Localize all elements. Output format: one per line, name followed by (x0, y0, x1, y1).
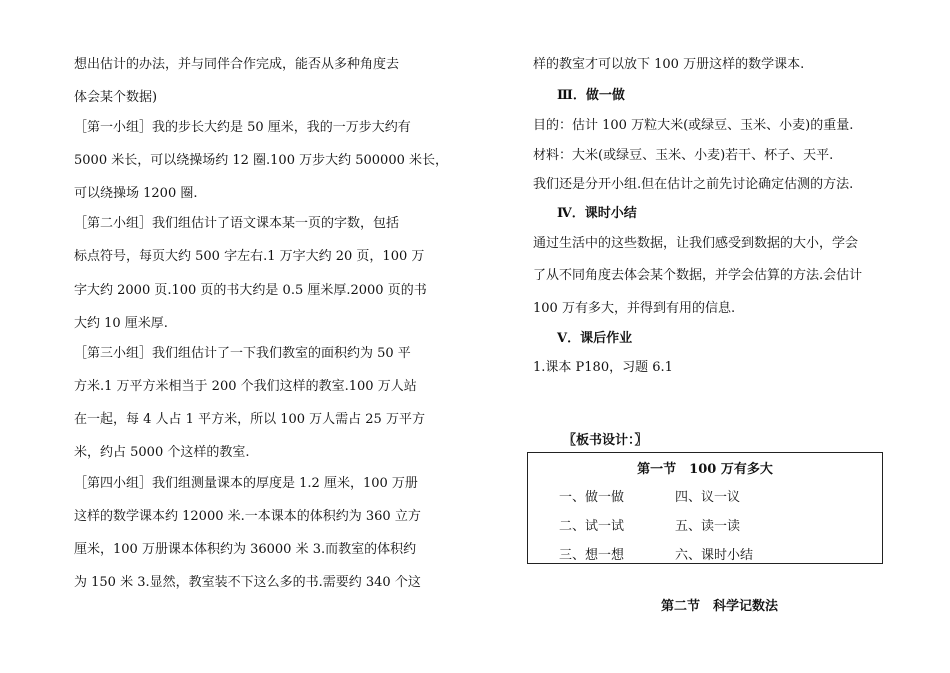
board-item: 六、课时小结 (675, 548, 754, 563)
text-line: 可以绕操场 1200 圈. (74, 186, 198, 201)
text-line: 方米.1 万平方米相当于 200 个我们这样的教室.100 万人站 (74, 379, 417, 394)
board-item: 五、读一读 (675, 519, 741, 534)
text-line: 材料：大米(或绿豆、玉米、小麦)若干、杯子、天平. (533, 148, 834, 163)
text-line: 100 万有多大，并得到有用的信息. (533, 301, 736, 316)
board-item: 四、议一议 (675, 490, 741, 505)
text-line: 样的教室才可以放下 100 万册这样的数学课本. (533, 57, 805, 72)
board-title: 第一节 100 万有多大 (637, 462, 773, 477)
text-line: 在一起，每 4 人占 1 平方米，所以 100 万人需占 25 万平方 (74, 412, 425, 427)
text-line: ［第二小组］我们组估计了语文课本某一页的字数，包括 (74, 216, 400, 231)
text-line: 大约 10 厘米厚. (74, 316, 168, 331)
text-line: 想出估计的办法，并与同伴合作完成，能否从多种角度去 (74, 57, 400, 72)
text-line: ［第三小组］我们组估计了一下我们教室的面积约为 50 平 (74, 346, 411, 361)
text-line: 米，约占 5000 个这样的教室. (74, 445, 250, 460)
board-item: 三、想一想 (559, 548, 625, 563)
section-heading: Ⅳ．课时小结 (557, 206, 637, 221)
text-line: 字大约 2000 页.100 页的书大约是 0.5 厘米厚.2000 页的书 (74, 283, 427, 298)
section-heading: Ⅴ．课后作业 (557, 331, 633, 346)
text-line: 我们还是分开小组.但在估计之前先讨论确定估测的方法. (533, 177, 854, 192)
text-line: 通过生活中的这些数据，让我们感受到数据的大小，学会 (533, 236, 859, 251)
board-design-box (527, 452, 883, 564)
text-line: 目的：估计 100 万粒大米(或绿豆、玉米、小麦)的重量. (533, 118, 854, 133)
board-design-heading: 〖板书设计：〗 (563, 433, 648, 448)
text-line: 为 150 米 3.显然，教室装不下这么多的书.需要约 340 个这 (74, 575, 421, 590)
section-heading: Ⅲ．做一做 (557, 88, 625, 103)
text-line: 5000 米长，可以绕操场约 12 圈.100 万步大约 500000 米长， (74, 153, 448, 168)
next-section-title: 第二节 科学记数法 (661, 599, 779, 614)
text-line: ［第一小组］我的步长大约是 50 厘米，我的一万步大约有 (74, 120, 411, 135)
text-line: 这样的数学课本约 12000 米.一本课本的体积约为 360 立方 (74, 509, 421, 524)
text-line: 了从不同角度去体会某个数据，并学会估算的方法.会估计 (533, 268, 863, 283)
board-item: 二、试一试 (559, 519, 625, 534)
board-item: 一、做一做 (559, 490, 625, 505)
text-line: 厘米，100 万册课本体积约为 36000 米 3.而教室的体积约 (74, 542, 417, 557)
text-line: 体会某个数据) (74, 90, 158, 105)
text-line: ［第四小组］我们组测量课本的厚度是 1.2 厘米，100 万册 (74, 476, 418, 491)
text-line: 标点符号，每页大约 500 字左右.1 万字大约 20 页，100 万 (74, 249, 425, 264)
text-line: 1.课本 P180，习题 6.1 (533, 360, 673, 375)
